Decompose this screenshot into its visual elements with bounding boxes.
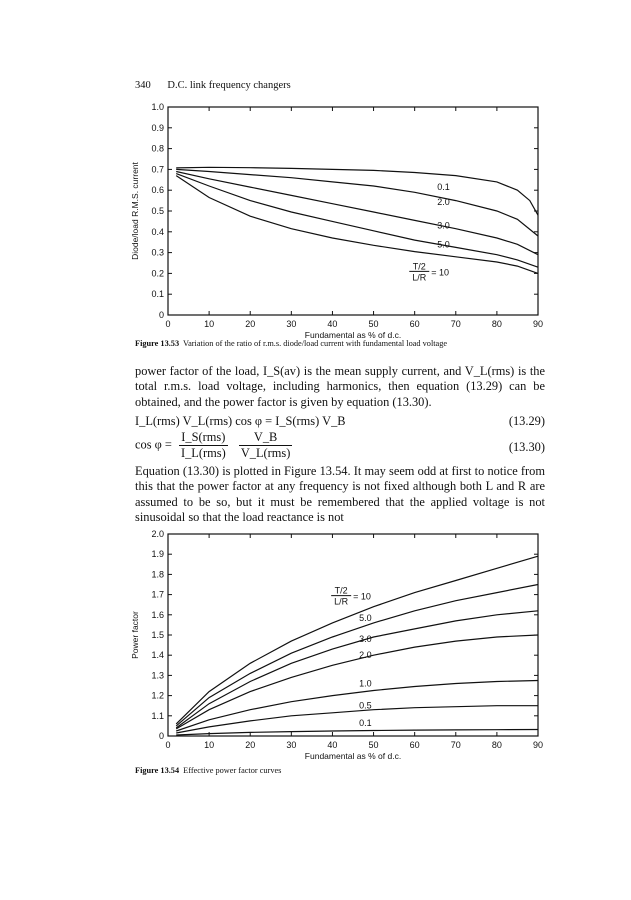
figure-13-54-caption [135,766,281,775]
y-tick-label: 1.1 [151,710,164,721]
y-tick-label: 0.5 [151,206,164,216]
series-label-3: 2.0 [359,650,372,661]
caption-label: Figure 13.54 [135,766,180,775]
x-tick-label: 50 [368,319,379,329]
page-header [135,80,291,91]
y-tick-label: 0.6 [151,185,164,196]
y-tick-label: 1.5 [151,630,164,640]
y-tick-label: 0 [158,310,164,320]
y-tick-label: 1.6 [151,609,164,620]
x-tick-label: 20 [245,740,256,750]
y-tick-label: 0.4 [151,226,164,237]
running-title: D.C. link frequency changers [167,80,291,91]
x-tick-label: 0 [165,319,171,329]
x-tick-label: 80 [491,319,502,329]
paragraph-1-text: power factor of the load, I_S(av) is the mean supply current, and V_L(rms) is the total r.m.s. load voltage, including harmonics, then equation (13.29) can be obtained, and the power factor is given by equation (13.30). [135,364,545,409]
y-tick-label: 0 [158,731,164,741]
y-tick-label: 1.2 [151,690,164,701]
x-tick-label: 60 [409,319,420,329]
y-axis-label: Diode/load R.M.S. current [130,162,140,260]
x-tick-label: 70 [450,319,461,329]
x-tick-label: 20 [245,319,256,329]
series-label-4: 1.0 [359,678,372,689]
caption-label: Figure 13.53 [135,339,180,348]
caption-text: Variation of the ratio of r.m.s. diode/load current with fundamental load voltage [183,339,448,348]
series-line-6 [176,730,538,736]
y-axis-label: Power factor [130,611,140,659]
paragraph-1 [135,364,545,410]
series-label-0: = 10 [353,591,371,602]
y-tick-label: 0.7 [151,164,164,175]
equation-13-30-lhs: cos φ = [135,437,172,452]
fraction-current-denominator: I_L(rms) [180,446,226,460]
y-tick-label: 2.0 [151,529,164,539]
parameter-label-bottom: L/R [412,272,427,283]
y-tick-label: 0.1 [151,289,164,300]
plot-frame [168,107,538,315]
y-tick-label: 0.9 [151,122,164,133]
y-tick-label: 0.2 [151,268,164,279]
x-tick-label: 70 [450,740,461,750]
x-tick-label: 40 [327,319,338,329]
y-tick-label: 1.4 [151,650,164,661]
series-line-5 [176,706,538,733]
series-label-2: 3.0 [437,220,450,231]
y-tick-label: 0.8 [151,143,164,154]
figure-13-54-chart [0,526,631,766]
y-tick-label: 1.0 [151,102,164,112]
x-tick-label: 0 [165,740,171,750]
series-label-1: 2.0 [437,196,450,207]
series-label-3: 5.0 [437,239,450,250]
equation-13-30-number: (13.30) [508,440,545,454]
x-tick-label: 90 [532,740,544,750]
x-tick-label: 10 [204,740,215,750]
series-label-2: 3.0 [359,634,372,645]
fraction-voltage-numerator: V_B [239,430,293,446]
x-tick-label: 10 [204,319,215,329]
equation-13-29-number: (13.29) [508,414,545,428]
fraction-voltage-denominator: V_L(rms) [240,446,291,460]
series-label-5: 0.5 [359,700,372,711]
fraction-current-numerator: I_S(rms) [179,430,228,446]
parameter-label-top: T/2 [412,261,426,272]
x-tick-label: 60 [409,740,420,750]
equation-13-29 [135,414,545,429]
x-tick-label: 50 [368,740,379,750]
series-line-1 [176,585,538,726]
x-tick-label: 30 [286,740,297,750]
x-axis-label: Fundamental as % of d.c. [304,751,402,761]
fraction-voltage [239,430,293,461]
page-number: 340 [135,80,151,91]
x-tick-label: 90 [532,319,544,329]
y-tick-label: 1.8 [151,569,164,580]
caption-text: Effective power factor curves [183,766,282,775]
y-tick-label: 1.3 [151,670,164,681]
parameter-label-bottom: L/R [334,596,349,607]
equation-13-29-body: I_L(rms) V_L(rms) cos φ = I_S(rms) V_B [135,414,346,428]
x-tick-label: 80 [491,740,502,750]
series-label-6: 0.1 [359,717,372,728]
series-label-1: 5.0 [359,612,372,623]
figure-13-53-caption [135,339,447,348]
paragraph-2 [135,464,545,526]
series-line-3 [176,174,538,268]
y-tick-label: 1.9 [151,549,164,560]
y-tick-label: 1.7 [151,589,164,600]
parameter-label-top: T/2 [334,585,348,596]
fraction-current [179,430,228,461]
figure-13-53-chart [0,95,631,340]
x-tick-label: 40 [327,740,338,750]
series-label-0: 0.1 [437,182,450,193]
series-line-4 [176,176,538,274]
series-label-4: = 10 [431,267,450,278]
x-tick-label: 30 [286,319,297,329]
y-tick-label: 0.3 [151,247,164,258]
series-line-0 [176,556,538,724]
equation-13-30 [135,430,545,461]
paragraph-2-text: Equation (13.30) is plotted in Figure 13.54. It may seem odd at first to notice from this that the power factor at any frequency is not fixed although both L and R are assumed to be so, but it must be remembered that the applied voltage is not sinusoidal so that the load reactance is not [135,464,545,525]
x-axis-label: Fundamental as % of d.c. [304,330,402,340]
